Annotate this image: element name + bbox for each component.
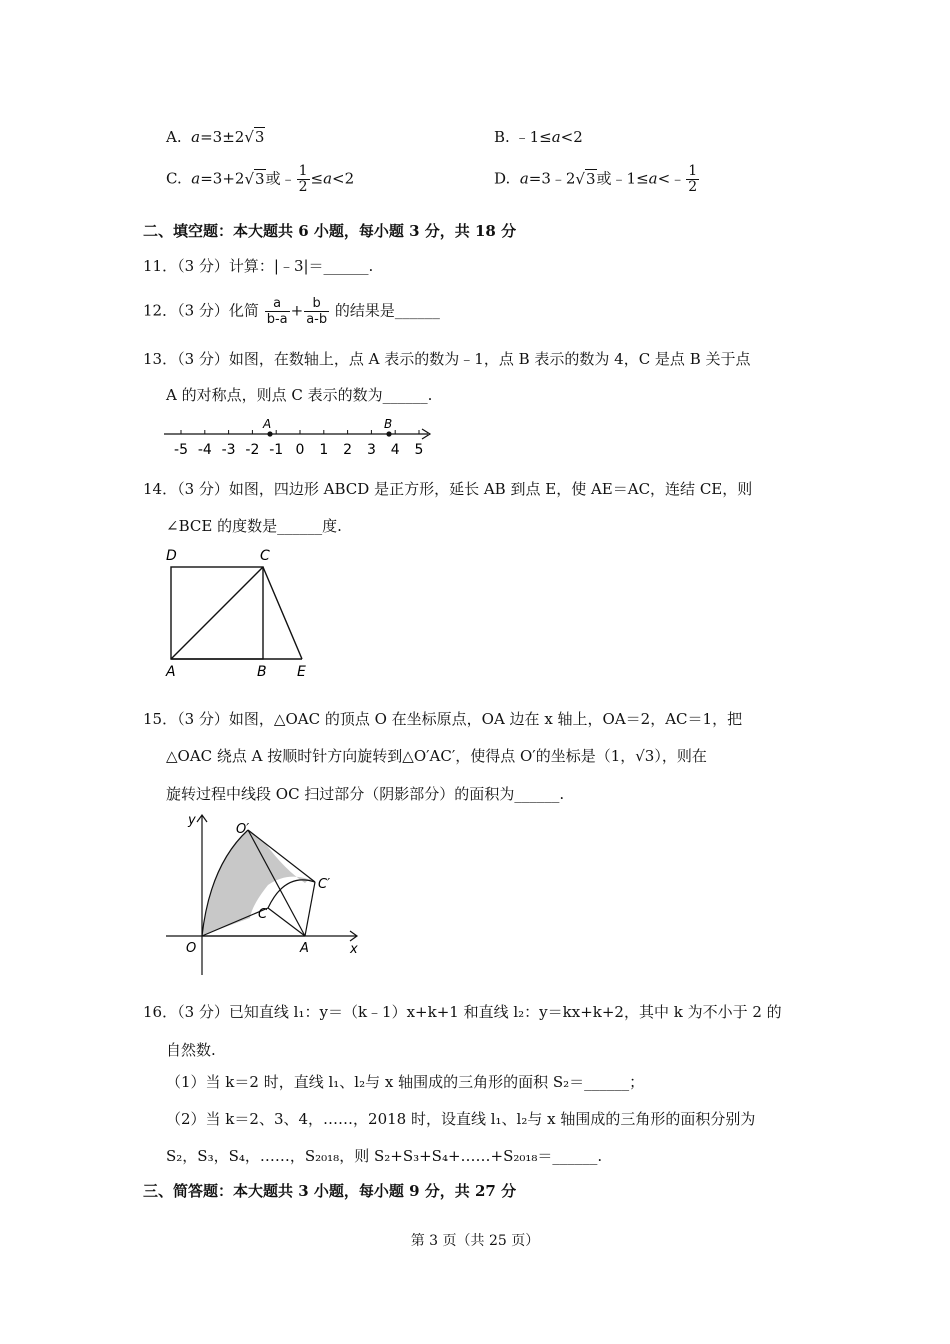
label-a: A: [300, 941, 309, 956]
label-o-prime: O′: [236, 822, 250, 837]
question-15-line1: 15．（3 分）如图，△OAC 的顶点 O 在坐标原点，OA 边在 x 轴上，OA＝2，AC＝1，把: [143, 710, 743, 728]
label-o: O: [186, 941, 197, 956]
number-line-figure: [160, 412, 440, 462]
question-12: 12．（3 分）化简 $\frac{a}{b-a}$ + $\frac{b}{a-b}$ 的结果是______: [143, 296, 440, 327]
tick-label: -2: [245, 442, 260, 458]
tick-label: 0: [295, 442, 305, 458]
question-16-sub2: （2）当 k＝2、3、4，……，2018 时，设直线 l₁、l₂与 x 轴围成的三角形的面积分别为: [166, 1110, 756, 1128]
question-16-sub3: S₂，S₃，S₄，……，S₂₀₁₈，则 S₂+S₃+S₄+……+S₂₀₁₈＝______.: [166, 1147, 603, 1165]
label-b: B: [257, 664, 267, 680]
tick-label: -1: [269, 442, 284, 458]
rotation-figure: [160, 810, 370, 980]
tick-label: 1: [319, 442, 329, 458]
question-14-line1: 14．（3 分）如图，四边形 ABCD 是正方形，延长 AB 到点 E，使 AE＝AC，连结 CE，则: [143, 480, 753, 498]
question-11: 11．（3 分）计算：|﹣3|＝______.: [143, 257, 374, 275]
label-e: E: [297, 664, 306, 680]
tick-label: -5: [174, 442, 188, 458]
tick-label: -4: [197, 442, 212, 458]
question-14-line2: ∠BCE 的度数是______度.: [166, 517, 342, 535]
tick-label: 4: [390, 442, 400, 458]
label-c-prime: C′: [318, 877, 331, 892]
option-c: C. a=3+2√3或﹣ $\frac{1}{2}$ ≤a<2: [166, 163, 355, 195]
label-b: B: [384, 417, 393, 431]
question-15-line3: 旋转过程中线段 OC 扫过部分（阴影部分）的面积为______.: [166, 785, 565, 803]
label-y: y: [188, 813, 196, 828]
tick-label: 2: [343, 442, 353, 458]
label-x: x: [350, 942, 358, 957]
question-16-sub1: （1）当 k＝2 时，直线 l₁、l₂与 x 轴围成的三角形的面积 S₂＝______；: [166, 1073, 645, 1091]
section-2-title: 二、填空题：本大题共 6 小题，每小题 3 分，共 18 分: [143, 222, 517, 240]
question-16-line1: 16．（3 分）已知直线 l₁：y＝（k﹣1）x+k+1 和直线 l₂：y＝kx+k+2，其中 k 为不小于 2 的: [143, 1003, 782, 1021]
question-13-line1: 13．（3 分）如图，在数轴上，点 A 表示的数为﹣1，点 B 表示的数为 4，C 是点 B 关于点: [143, 350, 751, 368]
label-c: C: [260, 548, 270, 564]
label-a: A: [166, 664, 176, 680]
question-13-line2: A 的对称点，则点 C 表示的数为______.: [166, 386, 433, 404]
segment-ce: [263, 567, 302, 659]
point-a: [267, 431, 272, 436]
square-figure: [160, 545, 320, 680]
option-d: D. a=3﹣2√3或﹣1≤a<﹣ $\frac{1}{2}$: [494, 163, 698, 195]
tick-label: 5: [414, 442, 424, 458]
label-c: C: [258, 907, 268, 922]
label-d: D: [166, 548, 177, 564]
option-b: B. ﹣1≤a<2: [494, 128, 583, 146]
question-16-line2: 自然数.: [166, 1041, 216, 1059]
question-15-line2: △OAC 绕点 A 按顺时针方向旋转到△O′AC′，使得点 O′的坐标是（1，√3），则在: [166, 747, 707, 765]
diagonal-ac: [171, 567, 263, 659]
tick-label: -3: [221, 442, 236, 458]
section-3-title: 三、简答题：本大题共 3 小题，每小题 9 分，共 27 分: [143, 1182, 517, 1200]
page-footer: 第 3 页（共 25 页）: [410, 1233, 540, 1249]
point-b: [386, 431, 391, 436]
label-a: A: [263, 417, 272, 431]
tick-label: 3: [366, 442, 376, 458]
option-a: A. a=3±2√3: [166, 128, 265, 146]
